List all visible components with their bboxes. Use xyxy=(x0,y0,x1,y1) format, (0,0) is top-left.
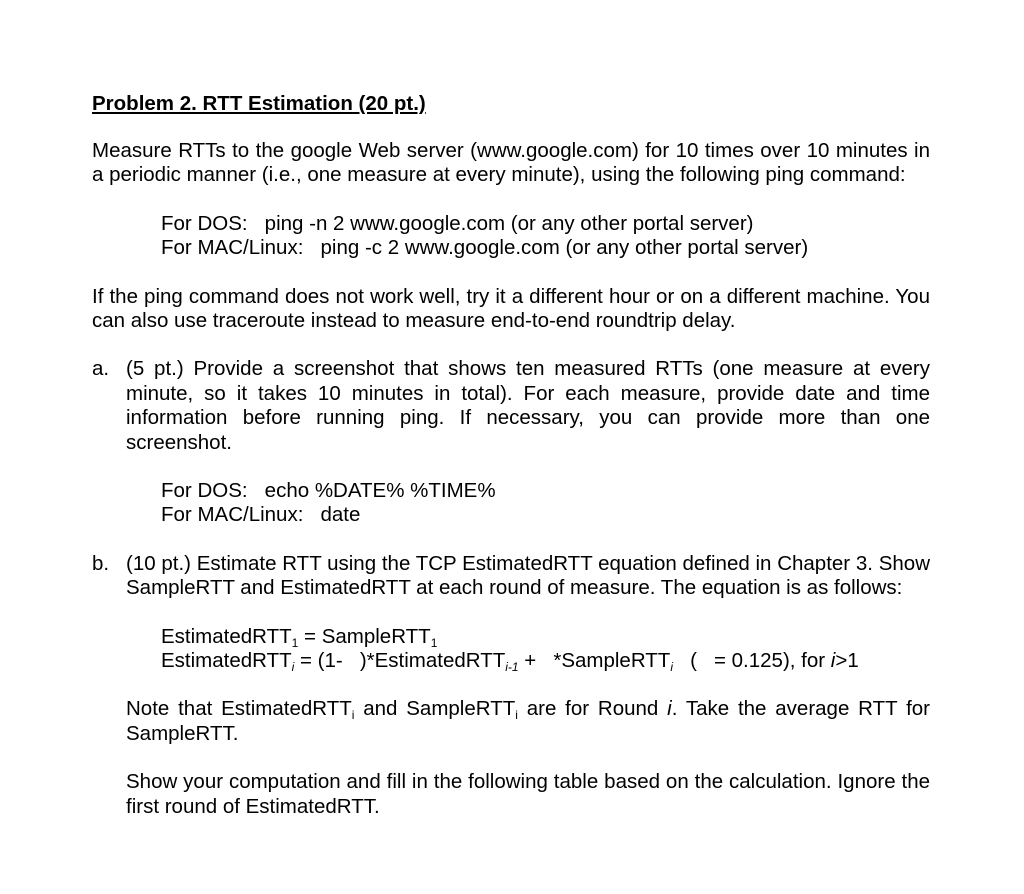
eq2-lhs: EstimatedRTT xyxy=(161,649,292,673)
dos-date-command: echo %DATE% %TIME% xyxy=(264,479,496,503)
eq2-term-c: ( = 0.125), for xyxy=(672,649,831,673)
eq2-term-a: = (1- )*EstimatedRTT xyxy=(294,649,506,673)
date-mac-line xyxy=(161,503,930,527)
part-b-marker: b. xyxy=(92,551,110,575)
note-text-c: are for Round xyxy=(517,697,668,721)
spacer xyxy=(92,673,930,697)
eq2-term-d: >1 xyxy=(835,649,859,673)
note-round-paragraph xyxy=(92,697,930,746)
note-text-b: and SampleRTT xyxy=(354,697,516,721)
part-a xyxy=(92,357,930,455)
intro-paragraph: Measure RTTs to the google Web server (www.google.com) for 10 times over 10 minutes in a periodic manner (i.e., one measure at every minute), using the following ping command: xyxy=(92,139,930,187)
spacer xyxy=(92,601,930,625)
part-b-text: (10 pt.) Estimate RTT using the TCP EstimatedRTT equation defined in Chapter 3. Show SampleRTT and EstimatedRTT at each round of measure. The equation is as follows: xyxy=(126,551,930,600)
equation-1 xyxy=(161,625,930,649)
equation-2 xyxy=(161,649,930,673)
note-subscript-1: i xyxy=(351,708,355,723)
spacer xyxy=(92,333,930,357)
note-subscript-2: i xyxy=(515,708,518,723)
dos-label: For DOS: xyxy=(161,479,248,503)
problem-title: Problem 2. RTT Estimation (20 pt.) xyxy=(92,92,426,115)
dos-label: For DOS: xyxy=(161,211,248,235)
eq1-lhs: EstimatedRTT xyxy=(161,624,292,648)
eq1-subscript-2: 1 xyxy=(430,635,438,650)
part-a-text: (5 pt.) Provide a screenshot that shows ten measured RTTs (one measure at every minute, so it takes 10 minutes in total). For each measure, provide date and time information before running ping. If necessary, you can provide more than one screenshot. xyxy=(126,357,930,454)
spacer xyxy=(92,746,930,770)
eq2-index: i xyxy=(830,649,836,673)
mac-date-command: date xyxy=(320,503,361,527)
eq1-subscript: 1 xyxy=(291,635,299,650)
date-commands xyxy=(92,479,930,528)
mac-command: ping -c 2 www.google.com (or any other portal server) xyxy=(320,236,809,260)
spacer xyxy=(92,188,930,212)
document-page xyxy=(92,92,930,819)
ping-commands xyxy=(92,212,930,261)
dos-command: ping -n 2 www.google.com (or any other portal server) xyxy=(264,211,754,235)
eq2-subscript-2: i-1 xyxy=(505,660,519,675)
part-a-marker: a. xyxy=(92,357,110,381)
eq2-subscript: i xyxy=(291,660,295,675)
mac-label: For MAC/Linux: xyxy=(161,236,304,260)
note-text-d: . Take the average RTT for SampleRTT. xyxy=(126,697,931,745)
note-text-a: Note that EstimatedRTT xyxy=(126,697,352,721)
equations xyxy=(92,625,930,674)
spacer xyxy=(92,261,930,285)
spacer xyxy=(92,528,930,552)
spacer xyxy=(92,116,930,139)
note-paragraph: If the ping command does not work well, try it a different hour or on a different machine. You can also use traceroute instead to measure end-to-end roundtrip delay. xyxy=(92,284,930,332)
part-b xyxy=(92,552,930,601)
spacer xyxy=(92,455,930,479)
final-paragraph: Show your computation and fill in the following table based on the calculation. Ignore the first round of EstimatedRTT. xyxy=(126,770,930,818)
eq2-subscript-3: i xyxy=(670,660,673,675)
ping-dos-line xyxy=(161,212,930,236)
date-dos-line xyxy=(161,479,930,503)
eq2-term-b: + *SampleRTT xyxy=(518,649,671,673)
note-round-index: i xyxy=(667,697,672,721)
mac-label: For MAC/Linux: xyxy=(161,503,304,527)
ping-mac-line xyxy=(161,236,930,260)
eq1-rhs: = SampleRTT xyxy=(298,624,431,648)
